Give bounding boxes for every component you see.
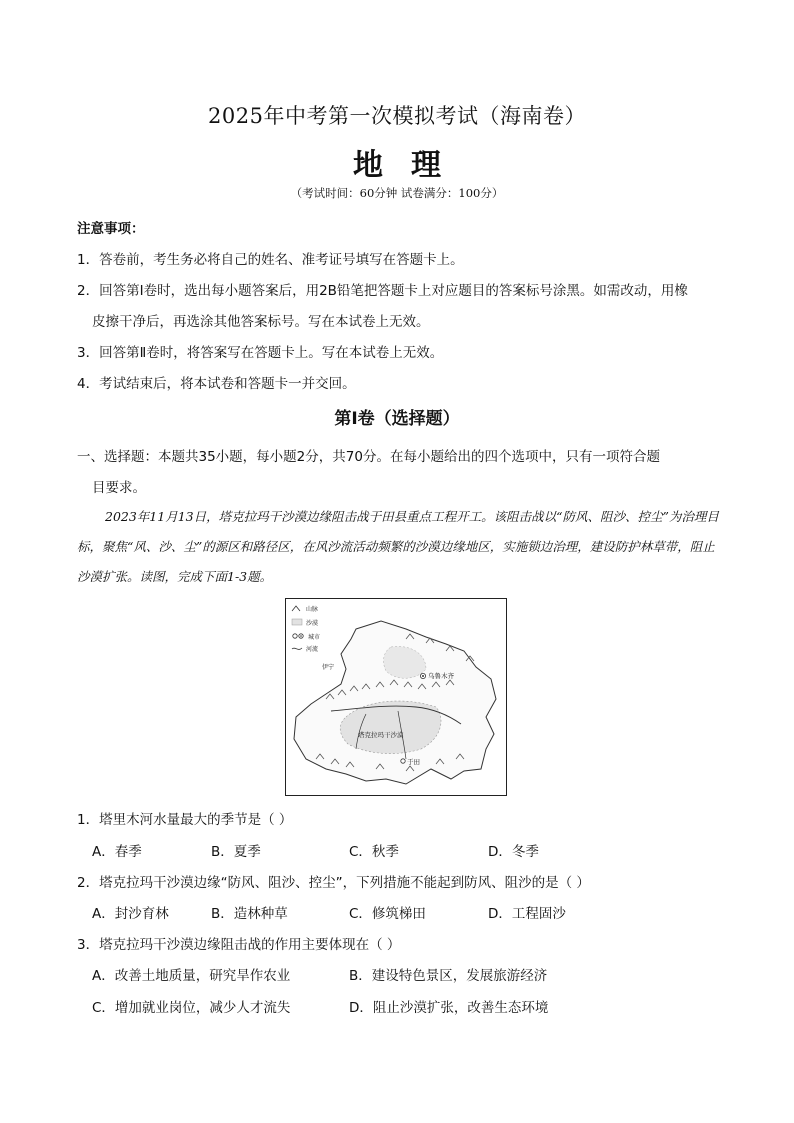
yining-label: 伊宁 <box>322 664 335 671</box>
question-2-stem: 2．塔克拉玛干沙漠边缘“防风、阻沙、控尘”，下列措施不能起到防风、阻沙的是（ ） <box>77 875 590 891</box>
city-legend-icon <box>293 634 297 638</box>
legend-mountain-label: 山脉 <box>306 606 319 613</box>
exam-info: （考试时间：60分钟 试卷满分：100分） <box>290 186 504 200</box>
reading-passage: 2023年11月13日，塔克拉玛干沙漠边缘阻击战于田县重点工程开工。该阻击战以“防风、阻沙、控尘”为治理目标，聚焦“风、沙、尘”的源区和路径区，在风沙流活动频繁的沙漠边缘地区，实施锁边治理，建设防护林草带，阻止沙漠扩张。读图，完成下面1-3题。 <box>77 509 719 584</box>
desert-label: 塔克拉玛干沙漠 <box>358 731 404 739</box>
notice-item-1: 1．答卷前，考生务必将自己的姓名、准考证号填写在答题卡上。 <box>77 252 464 268</box>
q1-option-d: D．冬季 <box>488 844 539 860</box>
river-legend-icon <box>292 648 302 649</box>
yutian-label: 于田 <box>407 758 420 766</box>
q1-option-c: C．秋季 <box>349 844 399 860</box>
desert-legend-icon <box>292 619 302 625</box>
question-3-stem: 3．塔克拉玛干沙漠边缘阻击战的作用主要体现在（ ） <box>77 937 401 953</box>
section-instruction-cont: 目要求。 <box>92 480 146 496</box>
notice-item-3: 3．回答第Ⅱ卷时，将答案写在答题卡上。写在本试卷上无效。 <box>77 345 444 361</box>
exam-title: 2025年中考第一次模拟考试（海南卷） <box>208 104 586 128</box>
notice-item-2-cont: 皮擦干净后，再选涂其他答案标号。写在本试卷上无效。 <box>92 314 430 330</box>
xinjiang-map <box>285 598 507 796</box>
q3-option-a: A．改善土地质量，研究旱作农业 <box>92 968 291 984</box>
legend-river-label: 河流 <box>306 646 319 653</box>
legend-desert-label: 沙漠 <box>306 620 319 627</box>
map-graphic <box>286 599 506 795</box>
notice-heading: 注意事项： <box>77 221 145 237</box>
map-legend <box>292 606 303 649</box>
subject-title: 地理 <box>353 148 469 183</box>
notice-item-2: 2．回答第Ⅰ卷时，选出每小题答案后，用2B铅笔把答题卡上对应题目的答案标号涂黑。如需改动，用橡 <box>77 283 688 299</box>
urumqi-label: 乌鲁木齐 <box>428 672 454 680</box>
legend-city-label: 城市 <box>308 634 321 641</box>
q1-option-b: B．夏季 <box>211 844 261 860</box>
notice-item-4: 4．考试结束后，将本试卷和答题卡一并交回。 <box>77 376 356 392</box>
section-title: 第Ⅰ卷（选择题） <box>334 409 460 429</box>
mountain-legend-icon <box>292 606 300 611</box>
q3-option-c: C．增加就业岗位，减少人才流失 <box>92 1000 291 1016</box>
q2-option-d: D．工程固沙 <box>488 906 566 922</box>
question-1-stem: 1．塔里木河水量最大的季节是（ ） <box>77 812 293 828</box>
q2-option-b: B．造林种草 <box>211 906 288 922</box>
q2-option-c: C．修筑梯田 <box>349 906 426 922</box>
q3-option-b: B．建设特色景区，发展旅游经济 <box>349 968 548 984</box>
yutian-city-marker <box>401 759 405 763</box>
section-instruction: 一、选择题：本题共35小题，每小题2分，共70分。在每小题给出的四个选项中，只有一项符合题 <box>77 449 660 465</box>
q2-option-a: A．封沙育林 <box>92 906 169 922</box>
q1-option-a: A．春季 <box>92 844 142 860</box>
q3-option-d: D．阻止沙漠扩张，改善生态环境 <box>349 1000 549 1016</box>
